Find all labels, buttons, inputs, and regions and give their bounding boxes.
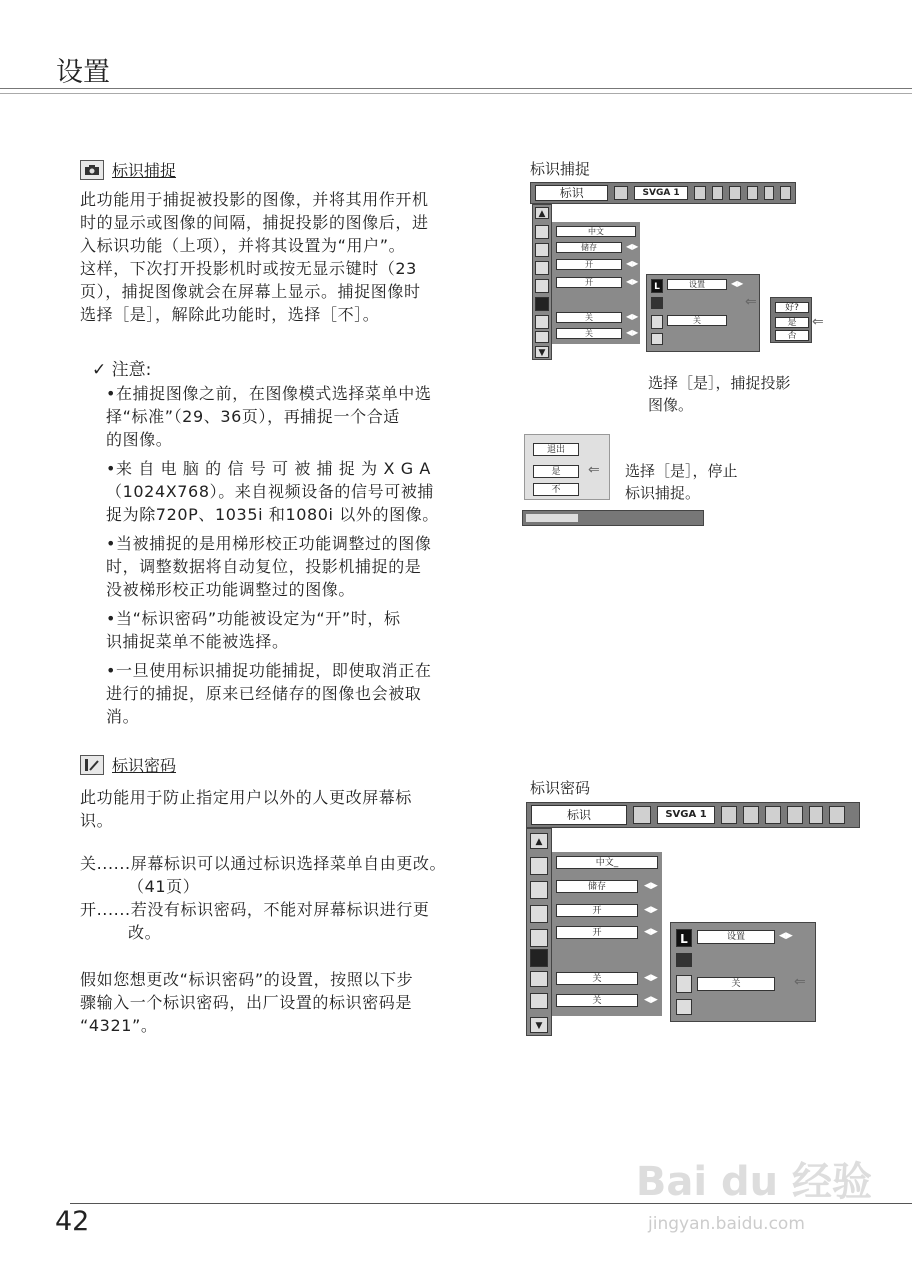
bullet-item: •来 自 电 脑 的 信 号 可 被 捕 捉 为 X G A （1024X768）。来自视频设备的信号可被捕 捉为除720P、1035i 和1080i 以外的图像。 [106, 459, 439, 524]
menu-icon [535, 243, 549, 257]
adjust-arrows-icon: ◀▶ [644, 995, 658, 1005]
image-icon [614, 186, 627, 200]
field-store: 储存 [556, 242, 622, 253]
figure1-sidebar [532, 204, 552, 360]
figure1-caption: 标识捕捉 [530, 160, 591, 178]
figure2-note: 选择［是］，停止 标识捕捉。 [625, 462, 738, 502]
setting-icon [780, 186, 791, 200]
yes-button[interactable]: 是 [775, 317, 809, 328]
field-off: 关 [556, 328, 622, 339]
adjust-arrows-icon: ◀▶ [644, 905, 658, 915]
field-on: 开 [556, 259, 622, 270]
menu-icon [530, 929, 548, 947]
menu-icon [651, 333, 663, 345]
figure3-field-panel [552, 852, 662, 1016]
sub-field-setting: 设置 [697, 930, 775, 944]
header-divider [0, 88, 912, 94]
logo-select-icon: L [676, 929, 692, 947]
adjust-icon [729, 186, 740, 200]
adjust-arrows-icon: ◀▶ [644, 973, 658, 983]
down-arrow-icon: ▼ [535, 346, 549, 358]
lock-pen-icon [676, 975, 692, 993]
no-button[interactable]: 否 [775, 330, 809, 341]
logo-select-icon: L [651, 279, 663, 293]
capture-progress-bar [522, 510, 704, 526]
page-title: 设置 [56, 57, 110, 88]
logo-icon [530, 949, 548, 967]
pointer-arrow-icon: ⇐ [588, 462, 600, 478]
figure3-submenu [670, 922, 816, 1022]
camera-icon [676, 953, 692, 967]
field-off: 关 [556, 972, 638, 985]
section2-options: 关......屏幕标识可以通过标识选择菜单自由更改。 （41页） 开......若没有标识密码，不能对屏幕标识进行更 改。 [80, 854, 447, 942]
section2-intro: 此功能用于防止指定用户以外的人更改屏幕标 识。 [80, 788, 413, 830]
menu-icon [530, 993, 548, 1009]
section2-closing: 假如您想更改“标识密码”的设置，按照以下步 骤输入一个标识密码，出厂设置的标识密码是 “4321”。 [80, 970, 414, 1035]
adjust-arrows-icon: ◀▶ [626, 312, 639, 321]
lock-pen-icon [80, 755, 104, 775]
sub-field-off: 关 [697, 977, 775, 991]
footer-divider [70, 1203, 912, 1204]
note-heading: ✓ 注意: [92, 360, 152, 380]
field-off: 关 [556, 994, 638, 1007]
adjust-arrows-icon: ◀▶ [731, 279, 744, 288]
section-heading-logo-capture: 标识捕捉 [80, 158, 176, 181]
color-icon [743, 806, 759, 824]
field-store: 储存 [556, 880, 638, 893]
bullet-item: •当被捕捉的是用梯形校正功能调整过的图像 时，调整数据将自动复位，投影机捕捉的是 没被梯形校正功能调整过的图像。 [106, 534, 432, 599]
bullet-item: •一旦使用标识捕捉功能捕捉，即使取消正在 进行的捕捉，原来已经储存的图像也会被取 消。 [106, 661, 432, 726]
adjust-icon [765, 806, 781, 824]
adjust-arrows-icon: ◀▶ [644, 927, 658, 937]
field-on: 开 [556, 926, 638, 939]
confirm-dialog [770, 297, 812, 343]
figure3-caption: 标识密码 [530, 779, 591, 797]
figure1-submenu [646, 274, 760, 352]
camera-icon [80, 160, 104, 180]
figure3-sidebar [526, 828, 552, 1036]
progress-fill [526, 514, 578, 522]
field-language: 中文_ [556, 856, 658, 869]
yes-button[interactable]: 是 [533, 465, 579, 478]
bullet-item: •当“标识密码”功能被设定为“开”时，标 识捕捉菜单不能被选择。 [106, 609, 401, 651]
signal-label: SVGA 1 [634, 186, 689, 200]
picture-icon [787, 806, 803, 824]
signal-label: SVGA 1 [657, 806, 715, 824]
color-icon [712, 186, 723, 200]
menu-icon [535, 331, 549, 343]
field-on: 开 [556, 904, 638, 917]
sub-field-setting: 设置 [667, 279, 727, 290]
menu-icon [535, 279, 549, 293]
sub-field-off: 关 [667, 315, 727, 326]
adjust-arrows-icon: ◀▶ [779, 931, 793, 941]
up-arrow-icon: ▲ [535, 207, 549, 219]
menu-title: 标识 [531, 805, 627, 825]
figure1-menu-bar [530, 182, 796, 204]
checkmark-icon: ✓ [92, 360, 107, 380]
field-off: 关 [556, 312, 622, 323]
setting-icon [829, 806, 845, 824]
logo-icon [535, 297, 549, 311]
lock-pen-icon [651, 315, 663, 329]
section-heading-logo-pin: 标识密码 [80, 753, 176, 776]
no-button[interactable]: 不 [533, 483, 579, 496]
watermark-logo: Bai du 经验 [635, 1159, 872, 1205]
image-icon [633, 806, 651, 824]
screen-icon [694, 186, 705, 200]
menu-icon [530, 905, 548, 923]
exit-button[interactable]: 退出 [533, 443, 579, 456]
menu-icon [530, 881, 548, 899]
adjust-arrows-icon: ◀▶ [626, 277, 639, 286]
screen-icon [721, 806, 737, 824]
menu-icon [535, 261, 549, 275]
confirm-title: 好? [775, 302, 809, 313]
note-bullets [100, 382, 500, 728]
adjust-arrows-icon: ◀▶ [626, 259, 639, 268]
adjust-arrows-icon: ◀▶ [626, 242, 639, 251]
menu-icon [535, 315, 549, 329]
section1-paragraph: 此功能用于捕捉被投影的图像，并将其用作开机 时的显示或图像的间隔，捕捉投影的图像后，进 入标识功能（上项），并将其设置为“用户”。 这样，下次打开投影机时或按无显示键时（23 页），捕捉图像就会在屏幕上显示。捕捉图像时 选择［是］，解除此功能时，选择［不］。 [80, 190, 429, 324]
pointer-arrow-icon: ⇐ [812, 314, 824, 330]
sound-icon [809, 806, 823, 824]
figure1-note: 选择［是］，捕捉投影 图像。 [648, 374, 791, 414]
language-icon [530, 857, 548, 875]
figure1-field-panel [552, 222, 640, 344]
sound-icon [764, 186, 774, 200]
up-arrow-icon: ▲ [530, 833, 548, 849]
adjust-arrows-icon: ◀▶ [626, 328, 639, 337]
menu-icon [676, 999, 692, 1015]
field-on: 开 [556, 277, 622, 288]
watermark-url: jingyan.baidu.com [648, 1214, 805, 1234]
camera-icon [651, 297, 663, 309]
language-icon [535, 225, 549, 239]
pointer-arrow-icon: ⇐ [745, 294, 757, 310]
picture-icon [747, 186, 758, 200]
down-arrow-icon: ▼ [530, 1017, 548, 1033]
figure3-menu-bar [526, 802, 860, 828]
pointer-arrow-icon: ⇐ [794, 974, 806, 990]
menu-icon [530, 971, 548, 987]
field-language: 中文 [556, 226, 636, 237]
adjust-arrows-icon: ◀▶ [644, 881, 658, 891]
page-number: 42 [55, 1206, 90, 1237]
bullet-item: •在捕捉图像之前，在图像模式选择菜单中选 择“标准”（29、36页），再捕捉一个合适 的图像。 [106, 384, 432, 449]
menu-title: 标识 [535, 185, 608, 201]
